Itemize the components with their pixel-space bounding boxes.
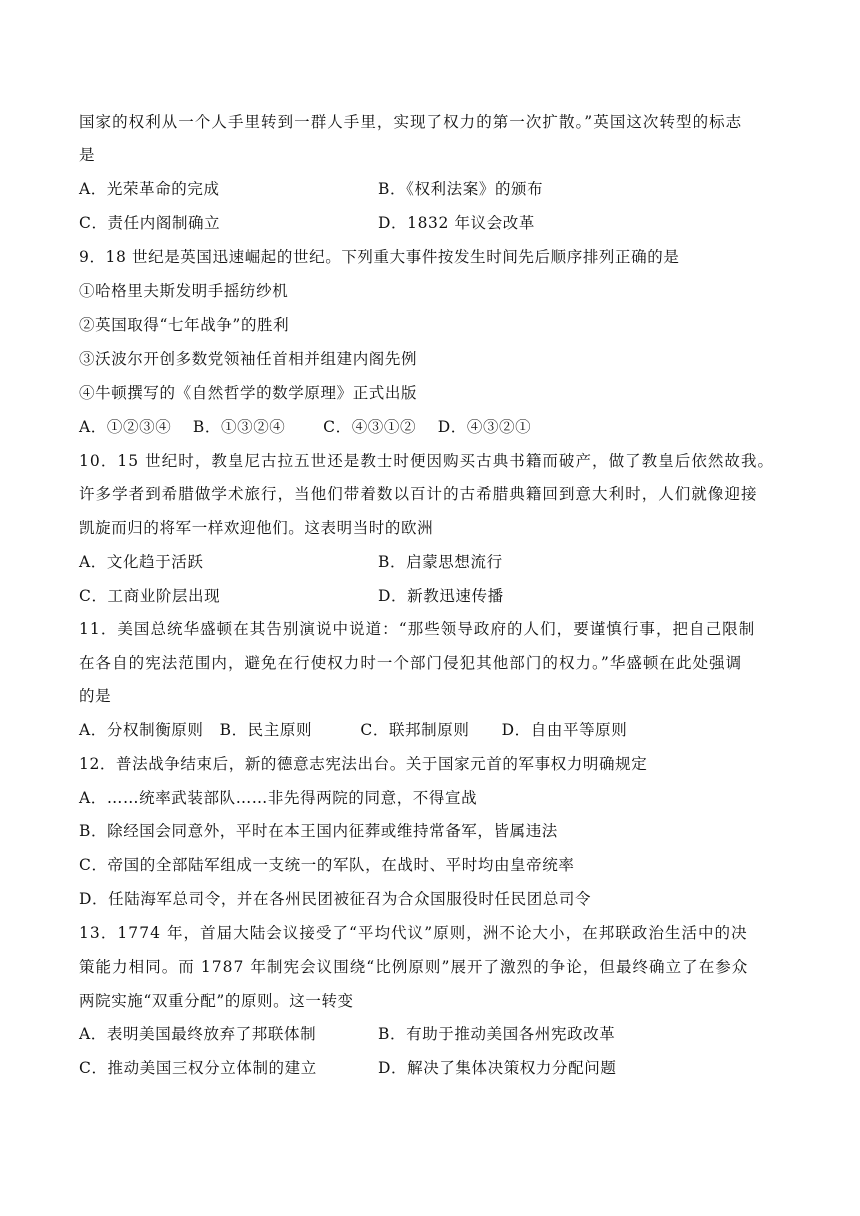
q12-option-b: B．除经国会同意外，平时在本王国内征葬或维持常备军，皆属违法: [79, 822, 558, 840]
q12-option-d: D．任陆海军总司令，并在各州民团被征召为合众国服役时任民团总司令: [79, 890, 592, 908]
q11-stem-line-2: 在各自的宪法范围内，避免在行使权力时一个部门侵犯其他部门的权力。”华盛顿在此处强调: [79, 654, 743, 672]
q9-item-2: ②英国取得“七年战争”的胜利: [79, 316, 290, 334]
q13-stem-line-2: 策能力相同。而 1787 年制宪会议围绕“比例原则”展开了激烈的争论，但最终确立了在参众: [79, 958, 749, 976]
q11-stem-line-1: 11．美国总统华盛顿在其告别演说中说道：“那些领导政府的人们，要谨慎行事，把自己限制: [79, 620, 756, 638]
q9-item-1: ①哈格里夫斯发明手摇纺纱机: [79, 282, 289, 300]
q10-option-c: C．工商业阶层出现: [79, 587, 221, 605]
q9-options: A．①②③④ B．①③②④ C．④③①② D．④③②①: [79, 418, 532, 436]
q10-option-a: A．文化趋于活跃: [79, 553, 204, 571]
q8-option-d: D．1832 年议会改革: [378, 214, 536, 232]
q9-stem: 9．18 世纪是英国迅速崛起的世纪。下列重大事件按发生时间先后顺序排列正确的是: [79, 248, 680, 266]
q8-stem-line-1: 国家的权利从一个人手里转到一群人手里，实现了权力的第一次扩散。”英国这次转型的标志: [79, 113, 743, 131]
q13-option-a: A．表明美国最终放弃了邦联体制: [79, 1025, 317, 1043]
q10-option-b: B．启蒙思想流行: [378, 553, 503, 571]
q8-stem-line-2: 是: [79, 146, 96, 164]
q8-option-c: C．责任内阁制确立: [79, 214, 221, 232]
q12-option-a: A．……统率武装部队……非先得两院的同意，不得宣战: [79, 789, 478, 807]
q11-stem-line-3: 的是: [79, 687, 112, 705]
q8-option-a: A．光荣革命的完成: [79, 180, 220, 198]
q13-option-d: D．解决了集体决策权力分配问题: [378, 1059, 617, 1077]
q8-option-b: B．《权利法案》的颁布: [378, 180, 544, 198]
q9-item-3: ③沃波尔开创多数党领袖任首相并组建内阁先例: [79, 350, 418, 368]
q10-stem-line-3: 凯旋而归的将军一样欢迎他们。这表明当时的欧洲: [79, 519, 434, 537]
q12-stem: 12．普法战争结束后，新的德意志宪法出台。关于国家元首的军事权力明确规定: [79, 755, 648, 773]
q13-option-c: C．推动美国三权分立体制的建立: [79, 1059, 317, 1077]
q9-item-4: ④牛顿撰写的《自然哲学的数学原理》正式出版: [79, 384, 418, 402]
q12-option-c: C．帝国的全部陆军组成一支统一的军队，在战时、平时均由皇帝统率: [79, 856, 575, 874]
q13-stem-line-1: 13．1774 年，首届大陆会议接受了“平均代议”原则，洲不论大小，在邦联政治生活中的决: [79, 924, 748, 942]
q13-stem-line-3: 两院实施“双重分配”的原则。这一转变: [79, 992, 354, 1010]
q10-option-d: D．新教迅速传播: [378, 587, 504, 605]
q11-options: A．分权制衡原则 B．民主原则 C．联邦制原则 D．自由平等原则: [79, 721, 628, 739]
q10-stem-line-1: 10．15 世纪时，教皇尼古拉五世还是教士时便因购买古典书籍而破产，做了教皇后依然故我。: [79, 452, 775, 470]
q10-stem-line-2: 许多学者到希腊做学术旅行，当他们带着数以百计的古希腊典籍回到意大利时，人们就像迎接: [79, 485, 758, 503]
q13-option-b: B．有助于推动美国各州宪政改革: [378, 1025, 616, 1043]
